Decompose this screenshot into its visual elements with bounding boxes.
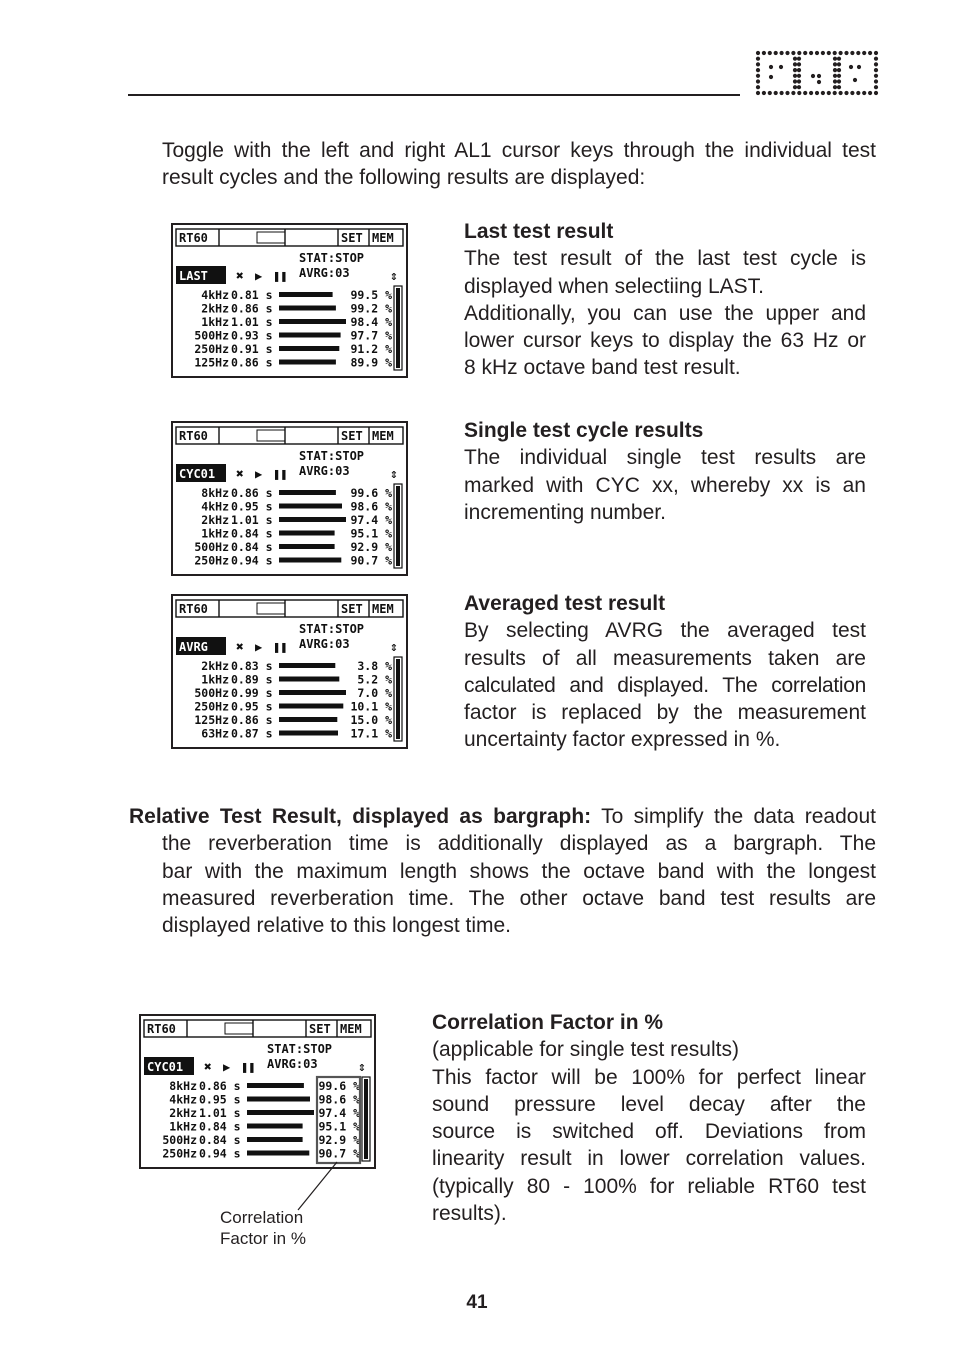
lcd-band: 125Hz <box>194 713 229 727</box>
lcd-bar <box>247 1097 310 1102</box>
section-line: calculated and displayed. The correlation <box>464 673 866 697</box>
battery-icon <box>257 603 285 614</box>
updown-arrow-icon: ⇕ <box>390 640 398 655</box>
lcd-band: 500Hz <box>194 686 229 700</box>
lcd-percent: 15.0 % <box>350 713 392 727</box>
lcd-time: 1.01 s <box>199 1106 241 1120</box>
pause-icon: ❚❚ <box>273 467 288 481</box>
section-heading: Last test result <box>464 220 614 243</box>
lcd-percent: 97.4 % <box>350 513 392 527</box>
section-heading: Single test cycle results <box>464 419 704 442</box>
play-icon: ▶ <box>255 640 263 654</box>
section-averaged <box>464 590 866 754</box>
clear-icon: ✖ <box>236 467 244 482</box>
lcd-bar <box>247 1151 309 1156</box>
lcd-band: 2kHz <box>169 1106 197 1120</box>
lcd-band: 4kHz <box>201 499 229 514</box>
lcd-avrg: AVRG:03 <box>299 637 350 651</box>
section-line: source is switched off. Deviations from <box>432 1120 866 1144</box>
lcd-percent: 7.0 % <box>357 686 392 700</box>
bargraph-line: measured reverberation time. The other octave band test results are <box>162 886 876 910</box>
section-heading: Correlation Factor in % <box>432 1011 664 1034</box>
lcd-bar <box>279 717 337 722</box>
lcd-percent: 92.9 % <box>350 540 392 554</box>
lcd-bar <box>279 292 333 297</box>
callout-line <box>290 1160 350 1214</box>
intro-paragraph: Toggle with the left and right AL1 cursor keys through the individual test result cycles and the following results are displayed: <box>162 139 876 190</box>
caption-line: Correlation <box>220 1208 304 1227</box>
clear-icon: ✖ <box>236 640 244 655</box>
lcd-band: 250Hz <box>194 553 229 568</box>
lcd-time: 0.95 s <box>199 1092 241 1107</box>
lcd-stat: STAT:STOP <box>299 251 365 265</box>
lcd-stat: STAT:STOP <box>299 449 365 463</box>
caption-line: Factor in % <box>220 1229 306 1248</box>
lcd-time: 0.93 s <box>231 328 273 343</box>
lcd-screen-last <box>171 223 408 378</box>
lcd-set-label: SET <box>341 602 363 616</box>
lcd-bar <box>279 360 336 365</box>
pause-icon: ❚❚ <box>241 1060 256 1074</box>
lcd-bar <box>279 490 336 495</box>
lcd-percent: 92.9 % <box>318 1133 360 1147</box>
section-correlation <box>432 1009 866 1227</box>
section-line: sound pressure level decay after the <box>432 1092 866 1116</box>
bargraph-first-line <box>129 803 876 830</box>
lcd-screen-average <box>171 594 408 749</box>
lcd-band: 8kHz <box>169 1079 197 1093</box>
section-line: 8 kHz octave band test result. <box>464 356 741 380</box>
page-number: 41 <box>466 1292 488 1313</box>
play-icon: ▶ <box>223 1060 231 1074</box>
lcd-percent: 99.5 % <box>350 288 392 302</box>
lcd-band: 1kHz <box>201 315 229 329</box>
lcd-time: 0.86 s <box>231 713 273 727</box>
lcd-percent: 90.7 % <box>350 553 392 568</box>
lcd-band: 2kHz <box>201 659 229 673</box>
updown-arrow-icon: ⇕ <box>390 269 398 284</box>
lcd-percent: 89.9 % <box>350 355 392 370</box>
lcd-percent: 99.2 % <box>350 301 392 316</box>
lcd-bar <box>279 319 346 324</box>
lcd-band: 500Hz <box>194 328 229 343</box>
lcd-percent: 99.6 % <box>318 1079 360 1093</box>
lcd-bar <box>279 544 335 549</box>
battery-icon <box>257 430 285 441</box>
lcd-percent: 98.4 % <box>350 315 392 329</box>
lcd-bar <box>279 690 346 695</box>
lcd-percent: 98.6 % <box>318 1092 360 1107</box>
lcd-mode-label: RT60 <box>179 231 208 245</box>
lcd-band: 500Hz <box>162 1133 197 1147</box>
lcd-bar <box>279 677 339 682</box>
lcd-bar <box>279 517 346 522</box>
lcd-bar <box>247 1110 314 1115</box>
lcd-bar <box>279 731 338 736</box>
section-heading: Averaged test result <box>464 592 666 615</box>
lcd-avrg: AVRG:03 <box>267 1057 318 1071</box>
lcd-set-label: SET <box>341 429 363 443</box>
lcd-band: 1kHz <box>201 526 229 541</box>
lcd-time: 0.84 s <box>231 526 273 541</box>
lcd-band: 1kHz <box>201 672 229 687</box>
lcd-time: 1.01 s <box>231 315 273 329</box>
lcd-bar <box>279 504 342 509</box>
lcd-time: 0.84 s <box>199 1119 241 1134</box>
scrollbar-thumb <box>364 1079 368 1159</box>
lcd-bar <box>279 333 341 338</box>
lcd-bar <box>279 346 339 351</box>
bargraph-line: bar with the maximum length shows the octave band with the longest <box>162 859 876 883</box>
lcd-avrg: AVRG:03 <box>299 464 350 478</box>
section-line: This factor will be 100% for perfect linear <box>432 1065 866 1089</box>
lcd-stat: STAT:STOP <box>299 622 365 636</box>
lcd-bar <box>279 558 341 563</box>
section-last <box>464 218 866 382</box>
lcd-percent: 5.2 % <box>357 672 392 687</box>
section-line: results). <box>432 1202 507 1226</box>
bargraph-line: the reverberation time is additionally displayed as a bargraph. The <box>162 832 876 856</box>
lcd-bar <box>247 1124 303 1129</box>
bargraph-paragraph <box>129 803 876 939</box>
lcd-band: 125Hz <box>194 355 229 370</box>
lcd-time: 0.95 s <box>231 699 273 714</box>
play-icon: ▶ <box>255 269 263 283</box>
lcd-tag: CYC01 <box>147 1060 184 1074</box>
lcd-mem-label: MEM <box>372 231 394 245</box>
lcd-time: 0.86 s <box>231 355 273 370</box>
pause-icon: ❚❚ <box>273 269 288 283</box>
lcd-mem-label: MEM <box>372 429 394 443</box>
lcd-percent: 95.1 % <box>318 1119 360 1134</box>
lcd-band: 63Hz <box>201 726 229 741</box>
lcd-time: 0.91 s <box>231 342 273 356</box>
section-line: results of all measurements taken are <box>464 646 866 670</box>
lcd-percent: 10.1 % <box>350 699 392 714</box>
scrollbar-thumb <box>396 659 400 739</box>
lcd-screen-correlation <box>139 1014 376 1169</box>
section-line: The individual single test results are <box>464 446 866 470</box>
lcd-time: 0.86 s <box>199 1079 241 1093</box>
lcd-bar <box>279 306 336 311</box>
lcd-percent: 99.6 % <box>350 486 392 500</box>
battery-icon <box>257 232 285 243</box>
lcd-time: 0.83 s <box>231 659 273 673</box>
lcd-screen-cycle <box>171 421 408 576</box>
lcd-mode-label: RT60 <box>179 602 208 616</box>
lcd-percent: 98.6 % <box>350 499 392 514</box>
lcd-time: 0.99 s <box>231 686 273 700</box>
lcd-band: 500Hz <box>194 540 229 554</box>
lcd-band: 4kHz <box>169 1092 197 1107</box>
updown-arrow-icon: ⇕ <box>358 1060 366 1075</box>
lcd-percent: 3.8 % <box>357 659 392 673</box>
lcd-set-label: SET <box>341 231 363 245</box>
lcd-mode-label: RT60 <box>147 1022 176 1036</box>
bargraph-first-line-rest: To simplify the data readout <box>601 805 876 828</box>
bargraph-heading: Relative Test Result, displayed as bargraph: <box>129 805 592 828</box>
section-line: factor is replaced by the measurement <box>464 701 866 725</box>
lcd-set-label: SET <box>309 1022 331 1036</box>
battery-icon <box>225 1023 253 1034</box>
section-line: Additionally, you can use the upper and <box>464 301 866 325</box>
section-line: (typically 80 - 100% for reliable RT60 test <box>432 1174 866 1198</box>
lcd-bar <box>247 1137 303 1142</box>
lcd-time: 0.87 s <box>231 726 273 741</box>
lcd-mem-label: MEM <box>372 602 394 616</box>
lcd-stat: STAT:STOP <box>267 1042 333 1056</box>
section-line: The test result of the last test cycle is <box>464 247 866 271</box>
lcd-band: 8kHz <box>201 486 229 500</box>
section-line: lower cursor keys to display the 63 Hz or <box>464 329 866 353</box>
lcd-bar <box>279 704 343 709</box>
lcd-time: 0.84 s <box>231 540 273 554</box>
lcd-time: 0.84 s <box>199 1133 241 1147</box>
section-line: linearity result in lower correlation values. <box>432 1147 866 1171</box>
play-icon: ▶ <box>255 467 263 481</box>
lcd-bar <box>247 1083 304 1088</box>
lcd-mode-label: RT60 <box>179 429 208 443</box>
section-line: By selecting AVRG the averaged test <box>464 619 866 643</box>
section-line: uncertainty factor expressed in %. <box>464 728 781 752</box>
lcd-band: 1kHz <box>169 1119 197 1134</box>
pause-icon: ❚❚ <box>273 640 288 654</box>
scrollbar-thumb <box>396 288 400 368</box>
lcd-mem-label: MEM <box>340 1022 362 1036</box>
scrollbar-thumb <box>396 486 400 566</box>
lcd-time: 0.94 s <box>199 1146 241 1161</box>
section-line: (applicable for single test results) <box>432 1038 739 1062</box>
lcd-bar <box>279 663 335 668</box>
section-single <box>464 417 866 526</box>
lcd-bar <box>279 531 335 536</box>
lcd-avrg: AVRG:03 <box>299 266 350 280</box>
lcd-time: 1.01 s <box>231 513 273 527</box>
updown-arrow-icon: ⇕ <box>390 467 398 482</box>
lcd-time: 0.86 s <box>231 486 273 500</box>
correlation-caption <box>220 1207 306 1249</box>
lcd-time: 0.95 s <box>231 499 273 514</box>
lcd-percent: 97.7 % <box>350 328 392 343</box>
lcd-band: 250Hz <box>194 699 229 714</box>
lcd-band: 4kHz <box>201 288 229 302</box>
bargraph-line: displayed relative to this longest time. <box>162 914 512 938</box>
lcd-percent: 90.7 % <box>318 1146 360 1161</box>
lcd-band: 250Hz <box>194 342 229 356</box>
lcd-percent: 91.2 % <box>350 342 392 356</box>
lcd-time: 0.86 s <box>231 301 273 316</box>
clear-icon: ✖ <box>236 269 244 284</box>
lcd-tag: CYC01 <box>179 467 216 481</box>
lcd-band: 2kHz <box>201 513 229 527</box>
lcd-band: 2kHz <box>201 301 229 316</box>
section-line: displayed when selectiing LAST. <box>464 274 765 298</box>
clear-icon: ✖ <box>204 1060 212 1075</box>
lcd-time: 0.89 s <box>231 672 273 687</box>
logo-icon <box>755 50 879 96</box>
lcd-percent: 17.1 % <box>350 726 392 741</box>
lcd-percent: 97.4 % <box>318 1106 360 1120</box>
section-line: marked with CYC xx, whereby xx is an <box>464 473 866 497</box>
lcd-band: 250Hz <box>162 1146 197 1161</box>
lcd-tag: LAST <box>179 269 208 283</box>
header-rule <box>128 94 740 96</box>
lcd-time: 0.81 s <box>231 288 273 302</box>
lcd-tag: AVRG <box>179 640 208 654</box>
lcd-time: 0.94 s <box>231 553 273 568</box>
section-line: incrementing number. <box>464 500 666 524</box>
lcd-percent: 95.1 % <box>350 526 392 541</box>
